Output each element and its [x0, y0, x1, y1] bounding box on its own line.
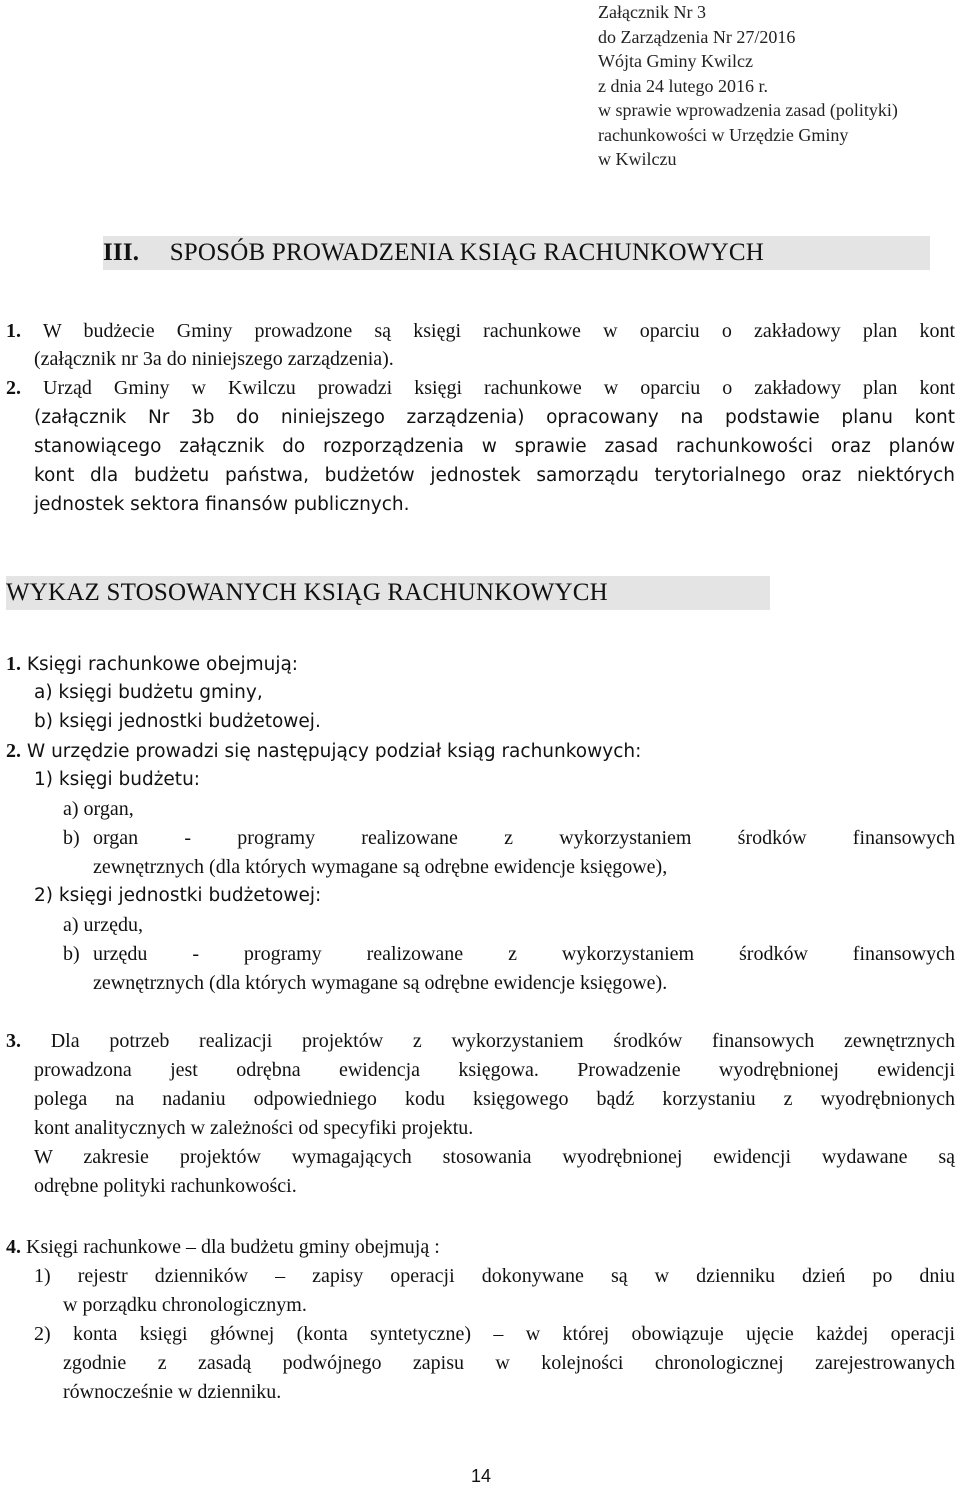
list-number: 4.	[6, 1236, 21, 1258]
section-heading-iii	[103, 236, 930, 270]
list-text: Księgi rachunkowe – dla budżetu gminy obejmują :	[26, 1236, 440, 1258]
paragraph-number: 1.	[6, 320, 21, 342]
list-4-item: równocześnie w dzienniku.	[63, 1381, 282, 1403]
list-3-line: kont analitycznych w zależności od specyfiki projektu.	[34, 1117, 474, 1139]
section-numeral: III.	[103, 239, 140, 266]
list-number: 3.	[6, 1030, 21, 1052]
section-heading-wykaz: WYKAZ STOSOWANYCH KSIĄG RACHUNKOWYCH	[6, 576, 770, 610]
header-line: z dnia 24 lutego 2016 r.	[598, 75, 768, 96]
paragraph-number: 2.	[6, 377, 21, 399]
paragraph-2-line: kont dla budżetu państwa, budżetów jednostek samorządu terytorialnego oraz niektórych	[34, 465, 955, 486]
list-subitem-text: zewnętrznych (dla których wymagane są odrębne ewidencje księgowe),	[93, 856, 668, 878]
list-subitem: a) organ,	[63, 798, 134, 820]
header-line: Załącznik Nr 3	[598, 2, 706, 22]
list-2	[6, 737, 641, 766]
list-4	[6, 1233, 440, 1261]
list-item: b) księgi jednostki budżetowej.	[34, 711, 321, 732]
list-subitem-text: organ - programy realizowane z wykorzystaniem środków finansowych	[93, 827, 955, 849]
paragraph-text: Urząd Gminy w Kwilczu prowadzi księgi rachunkowe w oparciu o zakładowy plan kont	[43, 377, 956, 399]
list-item: 2) księgi jednostki budżetowej:	[34, 885, 322, 906]
list-4-item: zgodnie z zasadą podwójnego zapisu w kolejności chronologicznej zarejestrowanych	[63, 1352, 955, 1374]
list-subitem-label: b)	[63, 827, 80, 849]
list-number: 2.	[6, 740, 21, 762]
paragraph-2-line: stanowiącego załącznik do rozporządzenia w sprawie zasad rachunkowości oraz planów	[34, 436, 955, 457]
list-3-line: prowadzona jest odrębna ewidencja księgowa. Prowadzenie wyodrębnionej ewidencji	[34, 1059, 955, 1081]
list-3	[6, 1027, 955, 1055]
page-number: 14	[471, 1466, 492, 1486]
list-text: Dla potrzeb realizacji projektów z wykorzystaniem środków finansowych zewnętrznych	[50, 1030, 956, 1052]
list-item: 1) księgi budżetu:	[34, 769, 201, 790]
header-line: do Zarządzenia Nr 27/2016	[598, 26, 796, 47]
annex-header	[598, 0, 898, 172]
list-subitem-text: zewnętrznych (dla których wymagane są odrębne ewidencje księgowe).	[93, 972, 668, 994]
paragraph-1-line	[6, 317, 955, 345]
header-line: rachunkowości w Urzędzie Gminy	[598, 124, 849, 145]
list-4-item: 2) konta księgi głównej (konta syntetyczne) – w której obowiązuje ujęcie każdej operacji	[34, 1323, 955, 1345]
header-line: Wójta Gminy Kwilcz	[598, 51, 753, 71]
paragraph-1-line: (załącznik nr 3a do niniejszego zarządzenia).	[34, 348, 394, 370]
paragraph-text: W budżecie Gminy prowadzone są księgi rachunkowe w oparciu o zakładowy plan kont	[42, 320, 956, 342]
list-subitem-label: b)	[63, 943, 80, 965]
paragraph-2-line: jednostek sektora finansów publicznych.	[34, 494, 410, 515]
list-4-item: 1) rejestr dzienników – zapisy operacji dokonywane są w dzienniku dzień po dniu	[34, 1265, 955, 1287]
list-3-line: W zakresie projektów wymagających stosowania wyodrębnionej ewidencji wydawane są	[34, 1146, 955, 1168]
paragraph-2-line: (załącznik Nr 3b do niniejszego zarządzenia) opracowany na podstawie planu kont	[34, 407, 955, 428]
list-subitem-text: urzędu - programy realizowane z wykorzystaniem środków finansowych	[93, 943, 955, 965]
list-number: 1.	[6, 653, 21, 675]
section-title: SPOSÓB PROWADZENIA KSIĄG RACHUNKOWYCH	[169, 239, 764, 266]
list-subitem: a) urzędu,	[63, 914, 143, 936]
list-text: W urzędzie prowadzi się następujący podział ksiąg rachunkowych:	[26, 741, 642, 762]
list-3-line: polega na nadaniu odpowiedniego kodu księgowego bądź korzystaniu z wyodrębnionych	[34, 1088, 955, 1110]
list-3-line: odrębne polityki rachunkowości.	[34, 1175, 297, 1197]
list-text: Księgi rachunkowe obejmują:	[26, 654, 299, 675]
header-line: w Kwilczu	[598, 149, 677, 169]
list-item: a) księgi budżetu gminy,	[34, 682, 263, 703]
header-line: w sprawie wprowadzenia zasad (polityki)	[598, 100, 898, 120]
paragraph-2-line	[6, 374, 955, 402]
list-1	[6, 650, 298, 679]
list-4-item: w porządku chronologicznym.	[63, 1294, 307, 1316]
